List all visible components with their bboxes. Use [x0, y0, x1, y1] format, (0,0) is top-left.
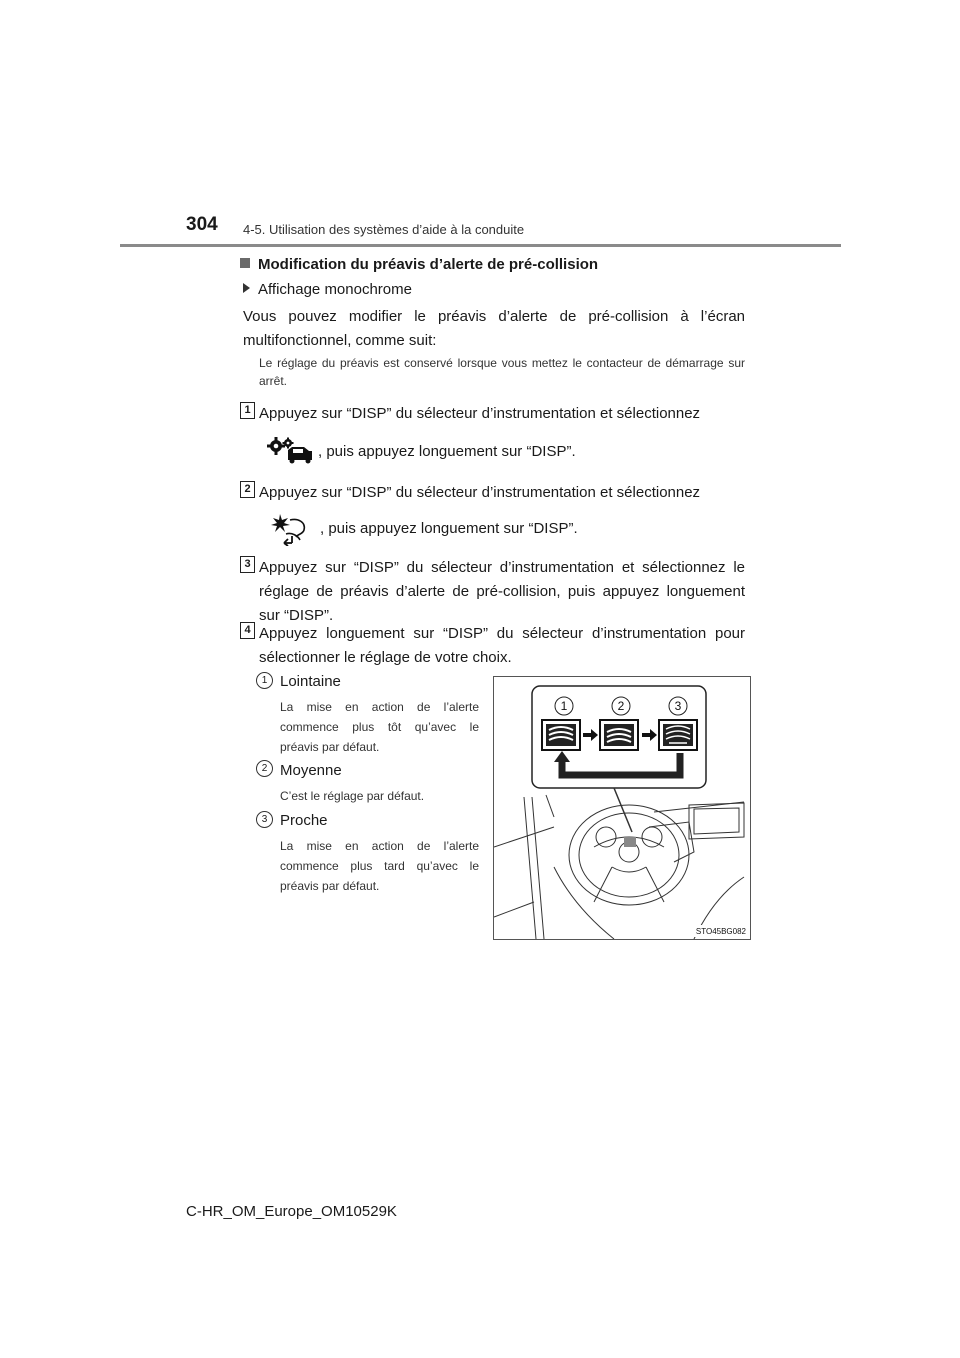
section-heading	[240, 256, 598, 273]
svg-text:2: 2	[617, 699, 625, 713]
note-paragraph: Le réglage du préavis est conservé lorsque vous mettez le contacteur de démarrage sur arrêt.	[259, 356, 745, 388]
screen-far-icon	[542, 720, 580, 750]
step-3-text: Appuyez sur “DISP” du sélecteur d’instrumentation et sélectionnez le réglage de préavis d’alerte de pré-collision, puis appuyez longuement sur “DISP”.	[259, 559, 745, 624]
svg-text:3: 3	[674, 699, 682, 713]
step-4-text: Appuyez longuement sur “DISP” du sélecteur d’instrumentation pour sélectionner le réglage de votre choix.	[259, 625, 745, 666]
option-2-number: 2	[256, 760, 273, 777]
option-2-description: C’est le réglage par défaut.	[280, 789, 425, 803]
step-1-text: Appuyez sur “DISP” du sélecteur d’instrumentation et sélectionnez	[259, 405, 701, 422]
step-2-badge: 2	[240, 481, 255, 498]
intro-paragraph: Vous pouvez modifier le préavis d’alerte de pré-collision à l’écran multifonctionnel, comme suit:	[243, 308, 745, 349]
option-3-description: La mise en action de l’alerte commence plus tard qu’avec le préavis par défaut.	[280, 839, 479, 893]
option-3-title: Proche	[280, 812, 328, 829]
collision-warning-icon	[270, 512, 310, 551]
svg-text:1: 1	[560, 699, 568, 713]
figure-label-2	[612, 697, 630, 715]
square-bullet-icon	[240, 258, 250, 268]
heading-text: Modification du préavis d’alerte de pré-collision	[258, 256, 599, 273]
screen-middle-icon	[600, 720, 638, 750]
subheading-text: Affichage monochrome	[258, 281, 412, 298]
step-1-icon-text: , puis appuyez longuement sur “DISP”.	[318, 443, 576, 460]
figure-code: STO45BG082	[695, 927, 746, 936]
figure-label-3	[669, 697, 687, 715]
option-1-title: Lointaine	[280, 673, 341, 690]
step-2-icon-text: , puis appuyez longuement sur “DISP”.	[320, 520, 578, 537]
option-1-number: 1	[256, 672, 273, 689]
triangle-bullet-icon	[243, 283, 250, 293]
step-3-badge: 3	[240, 556, 255, 573]
settings-car-icon	[266, 436, 314, 469]
option-2-title: Moyenne	[280, 762, 342, 779]
header-divider	[120, 244, 841, 247]
section-title: 4-5. Utilisation des systèmes d’aide à la conduite	[243, 222, 525, 237]
screen-near-icon	[659, 720, 697, 750]
footer-doc-id: C-HR_OM_Europe_OM10529K	[186, 1203, 397, 1220]
option-3-number: 3	[256, 811, 273, 828]
step-1-badge: 1	[240, 402, 255, 419]
option-1-description: La mise en action de l’alerte commence plus tôt qu’avec le préavis par défaut.	[280, 700, 479, 754]
step-2-text: Appuyez sur “DISP” du sélecteur d’instrumentation et sélectionnez	[259, 484, 701, 501]
step-4-badge: 4	[240, 622, 255, 639]
subheading	[243, 281, 412, 298]
dashboard-illustration	[493, 676, 751, 940]
page-number: 304	[186, 214, 218, 235]
figure-label-1	[555, 697, 573, 715]
